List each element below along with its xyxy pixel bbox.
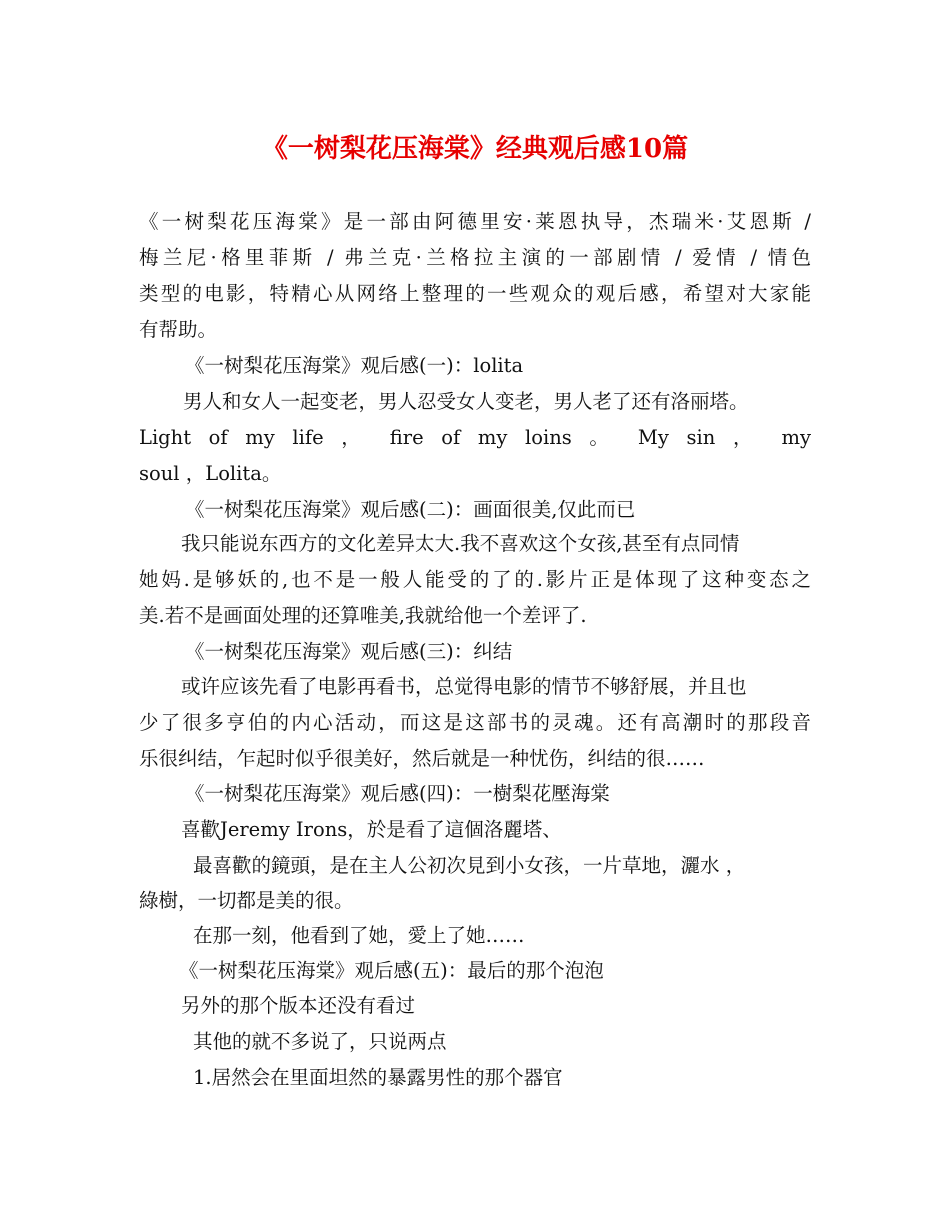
paragraph-line: 綠樹，一切都是美的很。 (139, 889, 354, 912)
paragraph-line: soul ，Lolita。 (139, 462, 282, 485)
section-heading: 《一树梨花压海棠》观后感(二)：画面很美,仅此而已 (185, 498, 636, 521)
section-heading: 《一树梨花压海棠》观后感(三)：纠结 (185, 640, 513, 663)
paragraph-line: 少了很多亨伯的内心活动，而这是这部书的灵魂。还有高潮时的那段音 (139, 711, 811, 734)
paragraph-line: 喜歡Jeremy Irons，於是看了這個洛麗塔、 (181, 818, 562, 841)
paragraph-line: 最喜歡的鏡頭，是在主人公初次見到小女孩，一片草地，灑水 ， (193, 854, 746, 877)
paragraph-line: 美.若不是画面处理的还算唯美,我就给他一个差评了. (139, 604, 587, 627)
paragraph-line: 有帮助。 (139, 318, 218, 341)
section-heading: 《一树梨花压海棠》观后感(五)：最后的那个泡泡 (179, 959, 604, 982)
paragraph-line: 其他的就不多说了，只说两点 (193, 1030, 447, 1053)
paragraph-line: 乐很纠结，乍起时似乎很美好，然后就是一种忧伤，纠结的很…… (139, 747, 705, 770)
paragraph-line: 我只能说东西方的文化差异太大.我不喜欢这个女孩,甚至有点同情 (181, 532, 740, 555)
paragraph-line: 《一树梨花压海棠》是一部由阿德里安·莱恩执导，杰瑞米·艾恩斯 / (139, 210, 811, 233)
paragraph-line: 1.居然会在里面坦然的暴露男性的那个器官 (193, 1066, 563, 1089)
paragraph-line: 她妈.是够妖的,也不是一般人能受的了的.影片正是体现了这种变态之 (139, 568, 811, 591)
paragraph-line: 另外的那个版本还没有看过 (181, 994, 416, 1017)
section-heading: 《一树梨花压海棠》观后感(一)：lolita (185, 354, 524, 377)
paragraph-line: 或许应该先看了电影再看书，总觉得电影的情节不够舒展，并且也 (181, 675, 747, 698)
paragraph-line: 梅兰尼·格里菲斯 / 弗兰克·兰格拉主演的一部剧情 / 爱情 / 情色 (139, 246, 811, 269)
document-title: 《一树梨花压海棠》经典观后感10篇 (261, 134, 689, 164)
section-heading: 《一树梨花压海棠》观后感(四)：一樹梨花壓海棠 (185, 782, 610, 805)
paragraph-line: 类型的电影，特精心从网络上整理的一些观众的观后感，希望对大家能 (139, 282, 811, 305)
paragraph-line: 在那一刻，他看到了她，愛上了她…… (193, 924, 525, 947)
paragraph-line: 男人和女人一起变老，男人忍受女人变老，男人老了还有洛丽塔。 (183, 390, 749, 413)
paragraph-line: Light of my life ， fire of my loins 。 My sin ， my (139, 426, 811, 449)
